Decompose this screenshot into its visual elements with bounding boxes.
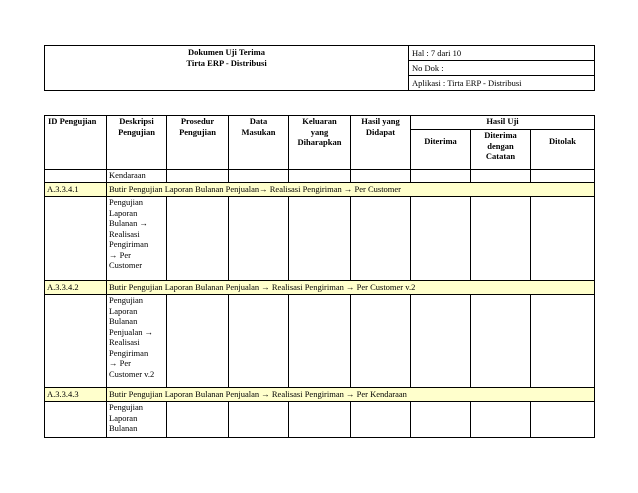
test-description-line: Bulanan → [109, 218, 148, 228]
test-description [107, 295, 167, 388]
col-header-diterima-catatan [471, 130, 531, 170]
table-row [45, 170, 595, 183]
col-header-keluaran-line2: yang [310, 126, 329, 137]
test-group-row [45, 183, 595, 197]
test-description-line: Customer [109, 260, 143, 270]
test-description-line: Bulanan [109, 316, 138, 326]
test-description-line: Bulanan [109, 423, 138, 433]
application-name: Aplikasi : Tirta ERP - Distribusi [409, 76, 595, 91]
col-header-diterima [411, 130, 471, 170]
table-row [45, 197, 595, 281]
col-header-hasil-didapat [351, 116, 411, 170]
document-title-line1: Dokumen Uji Terima [188, 47, 265, 57]
col-header-diterima-catatan-line2: dengan [487, 140, 514, 151]
col-header-deskripsi-line1: Deskripsi [119, 116, 154, 126]
table-row [45, 402, 595, 438]
test-description [107, 197, 167, 281]
test-id: A.3.3.4.1 [45, 183, 107, 197]
col-header-diterima-catatan-line1: Diterima [484, 130, 517, 140]
col-header-keluaran-line1: Keluaran [302, 116, 337, 126]
test-table [44, 115, 595, 438]
test-description-line: Pengiriman [109, 239, 149, 249]
col-header-prosedur-line1: Prosedur [180, 116, 215, 126]
col-header-prosedur [167, 116, 229, 170]
test-description-line: Laporan [109, 412, 138, 423]
col-header-id [45, 116, 107, 170]
document-title-line2: Tirta ERP - Distribusi [186, 57, 267, 68]
col-header-diterima-label: Diterima [424, 136, 457, 146]
document-header [44, 45, 595, 91]
test-description-line: → Per [109, 358, 131, 368]
test-description-line: Penjualan → [109, 326, 154, 337]
test-description: Kendaraan [107, 170, 167, 183]
test-description [107, 402, 167, 438]
col-header-deskripsi [107, 116, 167, 170]
document-title [45, 46, 409, 91]
col-header-diterima-catatan-line3: Catatan [485, 151, 516, 161]
col-header-ditolak-label: Ditolak [549, 136, 576, 146]
col-header-hasil-uji [411, 116, 595, 130]
test-description-line: Pengiriman [109, 347, 149, 358]
test-description-line: Pengujian [109, 197, 143, 207]
test-group-row [45, 388, 595, 402]
col-header-keluaran-line3: Diharapkan [297, 137, 342, 147]
test-group-title: Butir Pengujian Laporan Bulanan Penjualan → Realisasi Pengiriman → Per Kendaraan [107, 388, 595, 402]
col-header-keluaran [289, 116, 351, 170]
col-header-data-line2: Masukan [241, 126, 276, 137]
document-number: No Dok : [409, 61, 595, 76]
test-description-line: Customer v.2 [109, 368, 155, 379]
test-id: A.3.3.4.3 [45, 388, 107, 402]
col-header-id-label: ID Pengujian [48, 116, 97, 126]
test-description-line: Pengujian [109, 402, 143, 412]
col-header-data [229, 116, 289, 170]
col-header-data-line1: Data [249, 116, 268, 126]
test-id: A.3.3.4.2 [45, 281, 107, 295]
test-description-line: Laporan [109, 207, 138, 218]
test-description-line: Realisasi [109, 228, 140, 239]
col-header-hasil-uji-label: Hasil Uji [486, 116, 519, 126]
col-header-hasil-didapat-line2: Didapat [365, 126, 396, 137]
table-row [45, 295, 595, 388]
test-description-line: Pengujian [109, 295, 143, 305]
col-header-prosedur-line2: Pengujian [179, 126, 216, 137]
col-header-deskripsi-line2: Pengujian [118, 126, 155, 137]
col-header-ditolak [531, 130, 595, 170]
test-description-line: → Per [109, 249, 131, 260]
test-group-title: Butir Pengujian Laporan Bulanan Penjualan→ Realisasi Pengiriman → Per Customer [107, 183, 595, 197]
col-header-hasil-didapat-line1: Hasil yang [361, 116, 400, 126]
page-number: Hal : 7 dari 10 [409, 46, 595, 61]
test-description-line: Realisasi [109, 337, 140, 347]
test-description-line: Laporan [109, 305, 138, 316]
test-group-row [45, 281, 595, 295]
test-group-title: Butir Pengujian Laporan Bulanan Penjualan → Realisasi Pengiriman → Per Customer v.2 [107, 281, 595, 295]
